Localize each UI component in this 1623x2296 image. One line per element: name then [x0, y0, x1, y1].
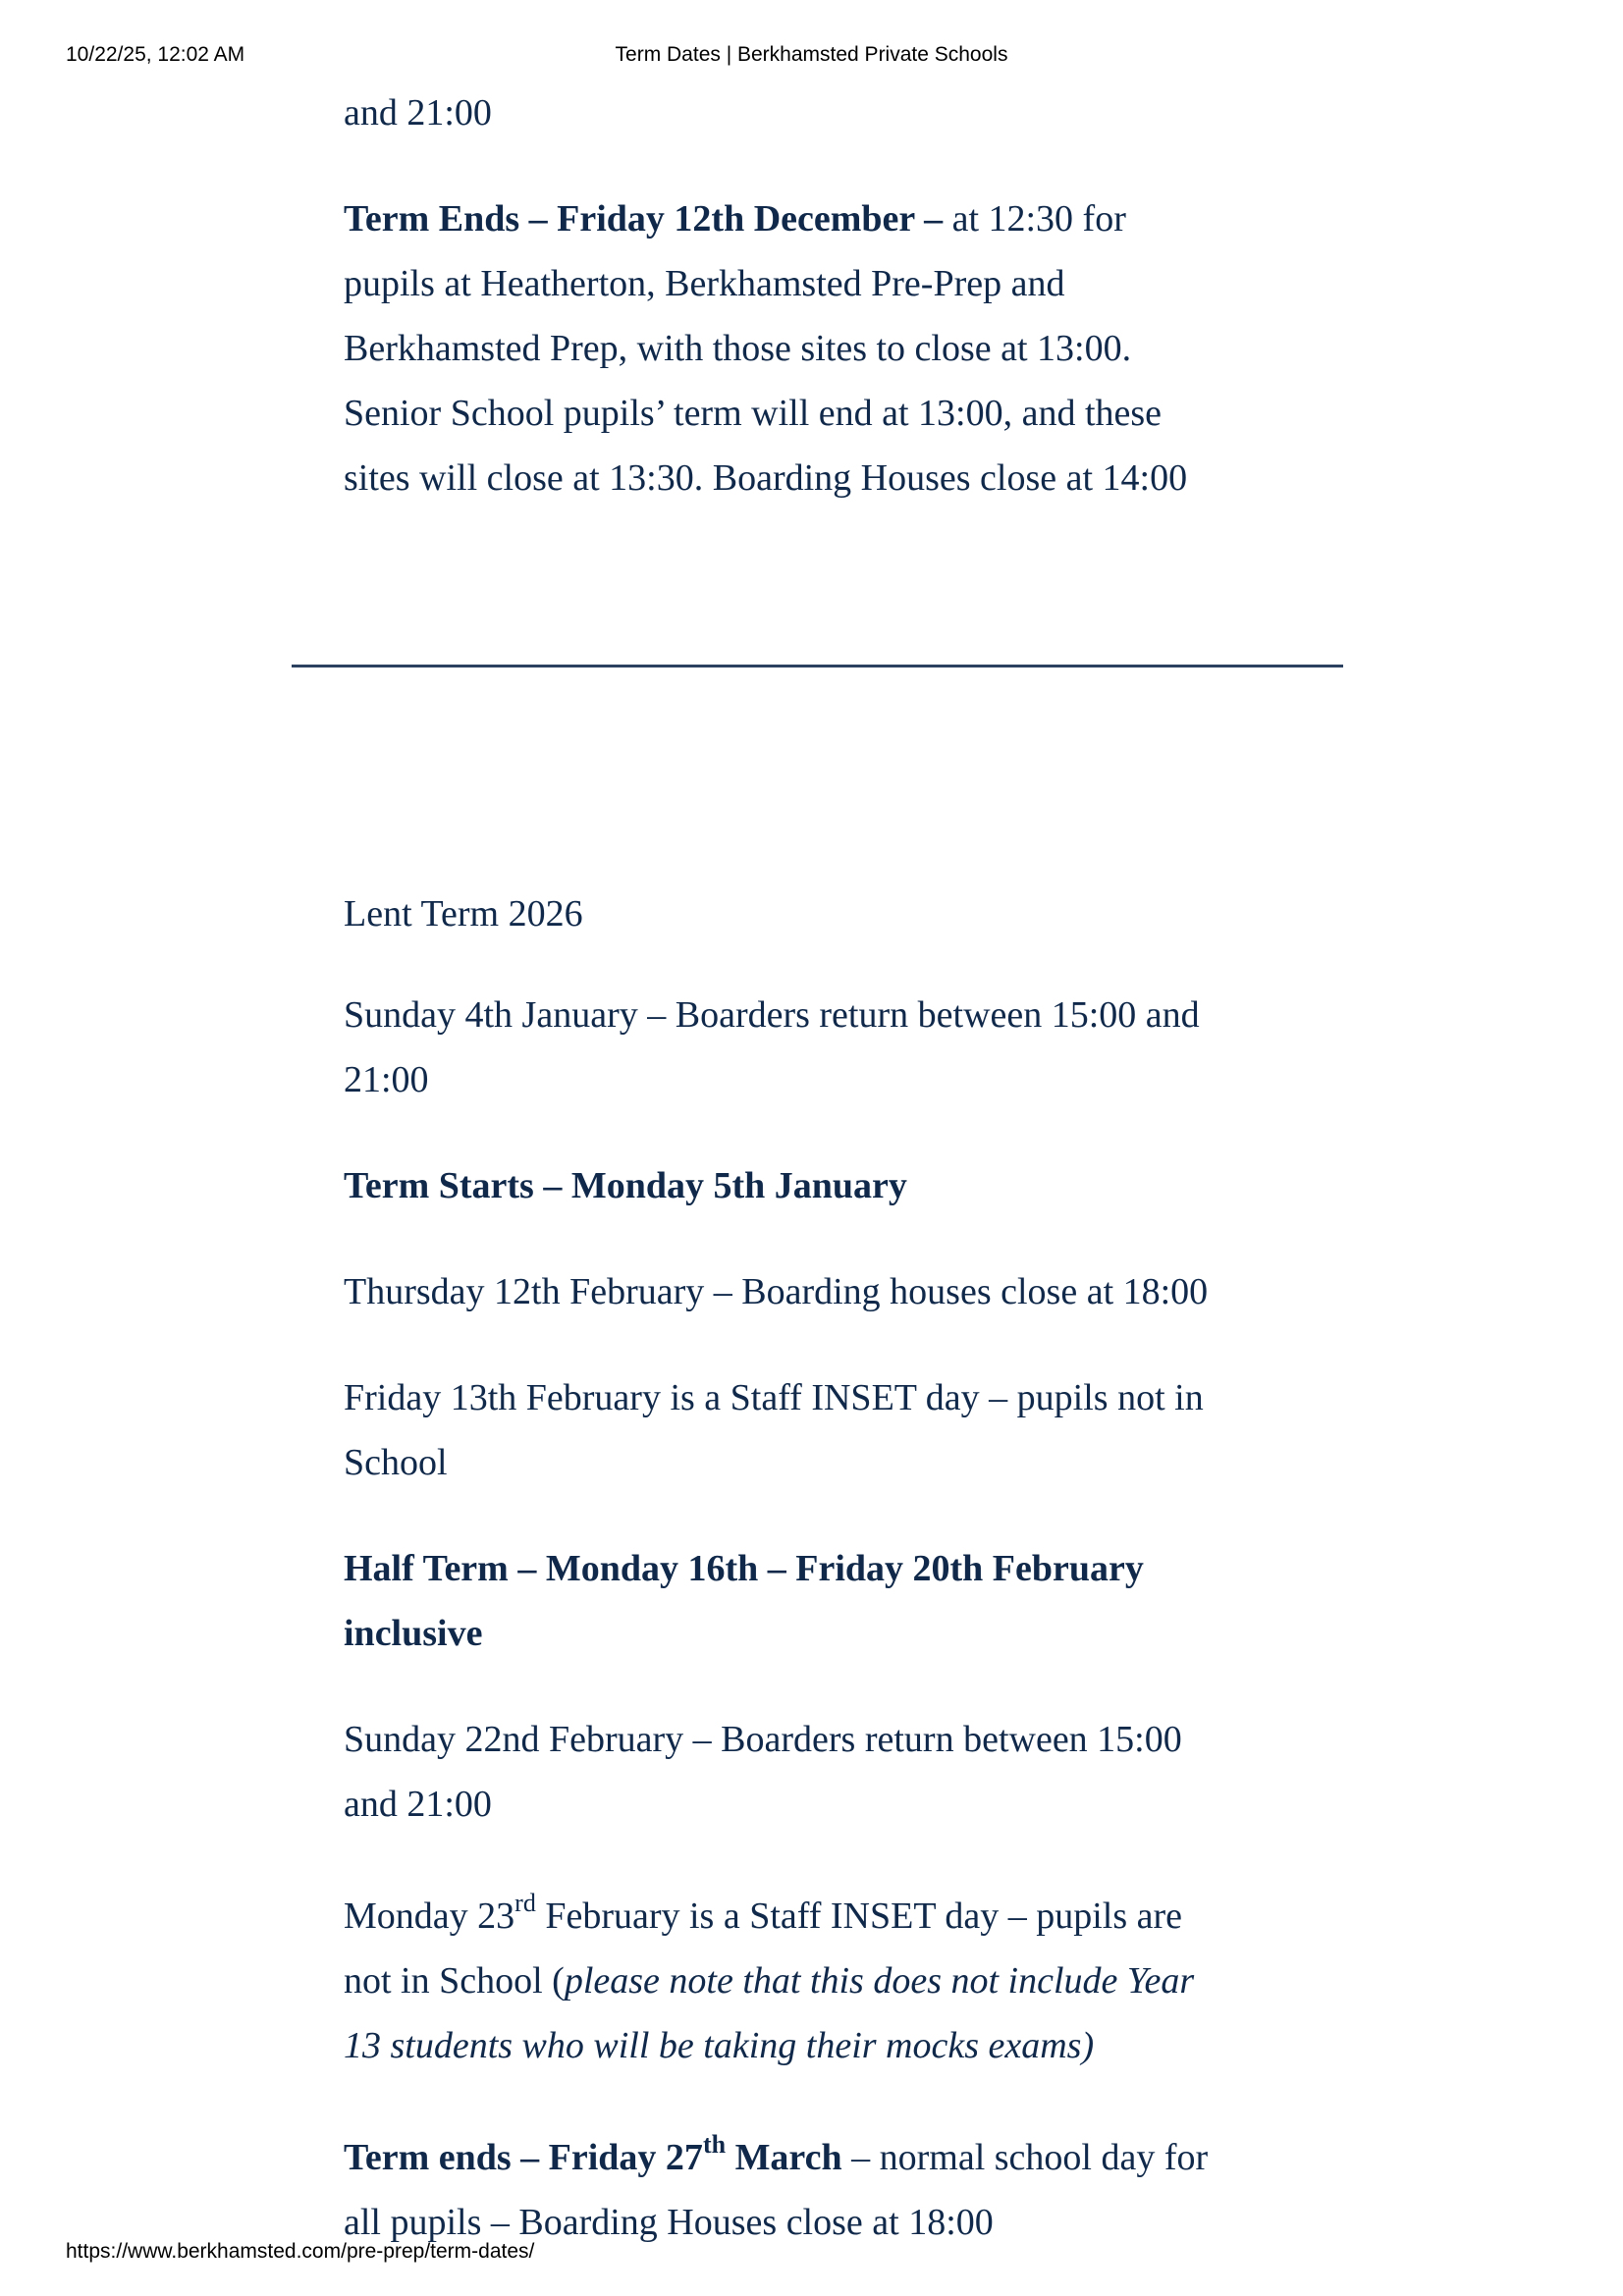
lent-term-starts	[344, 1153, 1325, 1218]
lent-inset-day-2-rest: February is a Staff INSET day – pupils are	[535, 1896, 1183, 1937]
lent-inset-day-2-line-2: not in School (	[344, 1960, 565, 2002]
lent-half-term-line-2: inclusive	[344, 1613, 483, 1654]
autumn-term-ends-label: Term Ends – Friday 12th December –	[344, 198, 944, 240]
autumn-term-ends-line-5: sites will close at 13:30. Boarding Houses close at 14:00	[344, 457, 1188, 499]
lent-inset-day-1-line-1: Friday 13th February is a Staff INSET day – pupils not in	[344, 1377, 1204, 1418]
autumn-term-ends-line-1: at 12:30 for	[943, 198, 1126, 240]
lent-boarders-return-jan	[344, 983, 1325, 1112]
lent-term-ends-label-prefix: Term ends – Friday 27	[344, 2137, 703, 2178]
autumn-boarders-return-tail	[344, 80, 1325, 145]
term-dates-content	[344, 80, 1325, 2255]
autumn-term-ends-line-4: Senior School pupils’ term will end at 13:00, and these	[344, 393, 1163, 434]
lent-inset-day-2-note-2: 13 students who will be taking their mocks exams)	[344, 2025, 1095, 2066]
lent-term-heading	[344, 881, 1325, 946]
lent-term-ends-label-suffix: March	[726, 2137, 842, 2178]
lent-boarders-return-feb	[344, 1707, 1325, 1837]
lent-boarders-return-jan-line-2: 21:00	[344, 1059, 429, 1100]
lent-inset-day-2-note-1: please note that this does not include Year	[564, 1960, 1195, 2002]
lent-term-ends-rest: – normal school day for	[841, 2137, 1209, 2178]
section-divider	[292, 665, 1343, 667]
lent-inset-day-2-prefix: Monday 23	[344, 1896, 515, 1937]
lent-boarders-return-feb-line-1: Sunday 22nd February – Boarders return between 15:00	[344, 1719, 1182, 1760]
lent-term-starts-text: Term Starts – Monday 5th January	[344, 1165, 907, 1206]
print-page-title: Term Dates | Berkhamsted Private Schools	[615, 43, 1008, 66]
lent-term-heading-text: Lent Term 2026	[344, 893, 583, 934]
lent-inset-day-2-ordinal: rd	[514, 1889, 536, 1918]
autumn-term-ends-line-2: pupils at Heatherton, Berkhamsted Pre-Prep and	[344, 263, 1065, 304]
autumn-term-ends-line-3: Berkhamsted Prep, with those sites to close at 13:00.	[344, 328, 1132, 369]
lent-boarders-return-feb-line-2: and 21:00	[344, 1784, 492, 1825]
lent-inset-day-1-line-2: School	[344, 1442, 448, 1483]
lent-inset-day-2	[344, 1884, 1325, 2078]
lent-boarding-close-feb-text: Thursday 12th February – Boarding houses close at 18:00	[344, 1271, 1209, 1312]
lent-term-ends-ordinal: th	[702, 2130, 727, 2160]
lent-half-term	[344, 1536, 1325, 1666]
lent-term-ends	[344, 2125, 1325, 2255]
lent-half-term-line-1: Half Term – Monday 16th – Friday 20th February	[344, 1548, 1144, 1589]
autumn-boarders-return-tail-text: and 21:00	[344, 92, 492, 133]
lent-boarders-return-jan-line-1: Sunday 4th January – Boarders return between 15:00 and	[344, 994, 1200, 1036]
lent-term-ends-line-2: all pupils – Boarding Houses close at 18:00	[344, 2202, 994, 2243]
print-datetime: 10/22/25, 12:02 AM	[66, 43, 245, 66]
lent-boarding-close-feb	[344, 1259, 1325, 1324]
lent-term-ends-label	[344, 2130, 842, 2178]
autumn-term-ends	[344, 187, 1325, 510]
lent-inset-day-1	[344, 1365, 1325, 1495]
print-url: https://www.berkhamsted.com/pre-prep/term-dates/	[66, 2240, 535, 2263]
